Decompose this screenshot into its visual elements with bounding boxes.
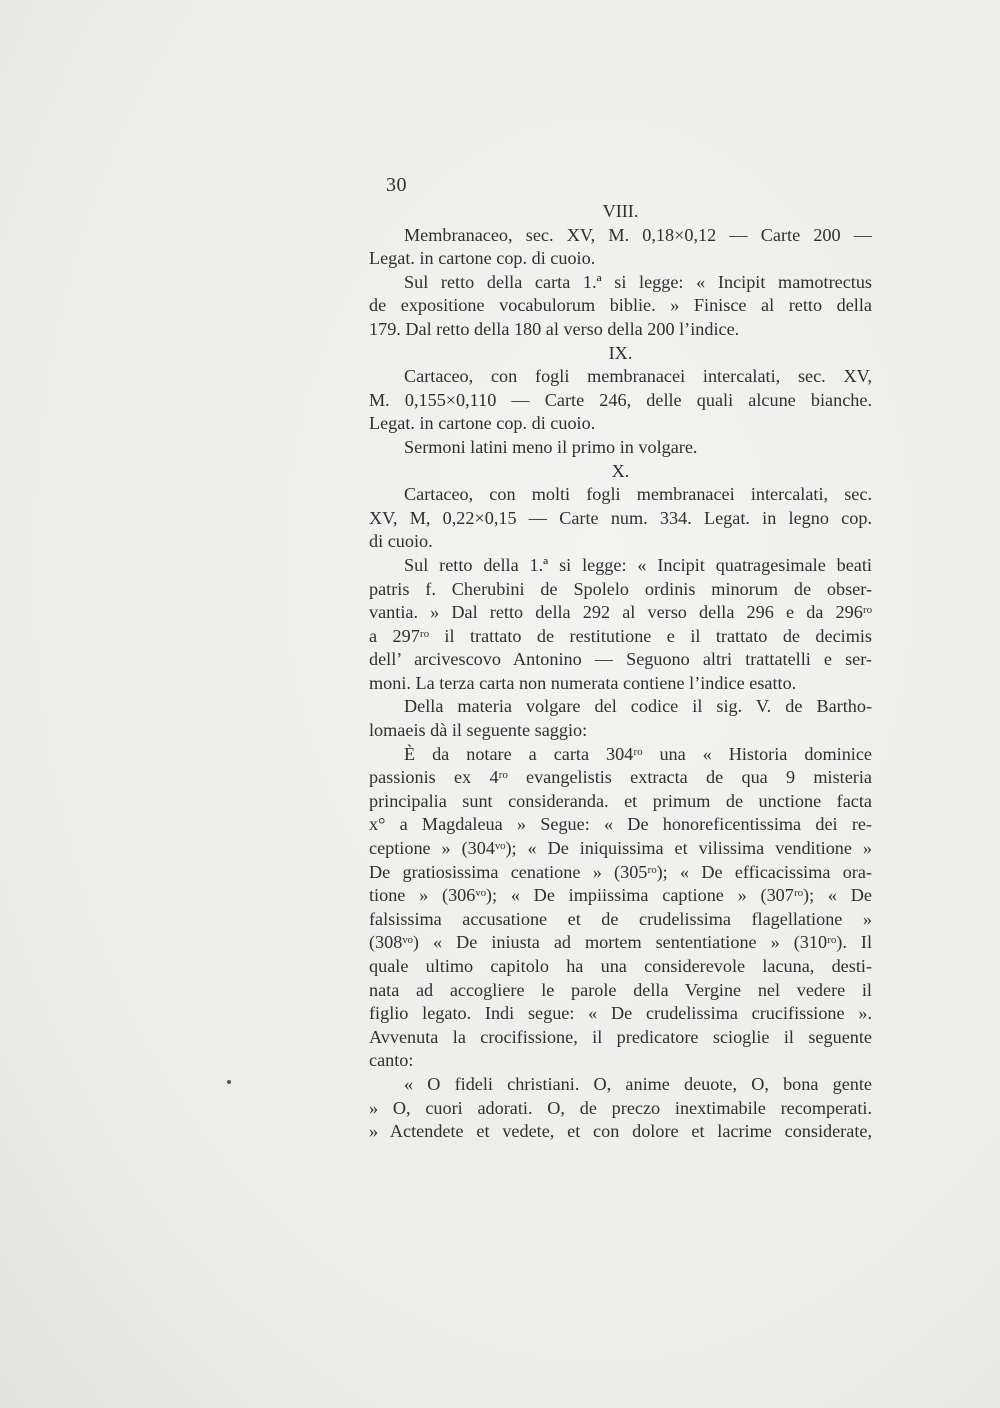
text-line: XV, M, 0,22×0,15 — Carte num. 334. Legat. in legno cop. <box>369 507 872 528</box>
text-line: lomaeis dà il seguente saggio: <box>369 720 588 741</box>
text-line: a 297ʳᵒ il trattato de restitutione e il trattato de decimis <box>369 625 872 646</box>
text-line: falsissima accusatione et de crudelissima flagellatione » <box>369 908 872 929</box>
ink-spot <box>227 1080 231 1084</box>
text-line: de expositione vocabulorum biblie. » Finisce al retto della <box>369 295 872 316</box>
text-line: « O fideli christiani. O, anime deuote, O, bona gente <box>404 1073 872 1094</box>
text-line: Avvenuta la crocifissione, il predicatore scioglie il seguente <box>369 1026 872 1047</box>
page-number: 30 <box>386 174 407 196</box>
text-line: È da notare a carta 304ʳᵒ una « Historia dominice <box>404 743 872 764</box>
text-line: di cuoio. <box>369 531 433 552</box>
text-line: Sul retto della carta 1.ª si legge: « Incipit mamotrectus <box>404 271 872 292</box>
text-line: M. 0,155×0,110 — Carte 246, delle quali alcune bianche. <box>369 389 872 410</box>
text-line: principalia sunt consideranda. et primum de unctione facta <box>369 790 872 811</box>
section-heading: VIII. <box>602 201 639 221</box>
text-line: Sul retto della 1.ª si legge: « Incipit quatragesimale beati <box>404 554 872 575</box>
text-line: tione » (306ᵛᵒ); « De impiissima captione » (307ʳᵒ); « De <box>369 885 872 906</box>
text-line: vantia. » Dal retto della 292 al verso della 296 e da 296ʳᵒ <box>369 602 872 623</box>
text-line: Legat. in cartone cop. di cuoio. <box>369 248 596 269</box>
text-line: x° a Magdaleua » Segue: « De honoreficentissima dei re- <box>369 814 872 835</box>
text-line: Cartaceo, con molti fogli membranacei intercalati, sec. <box>404 484 872 505</box>
text-line: passionis ex 4ʳᵒ evangelistis extracta de qua 9 misteria <box>369 767 872 788</box>
section-heading: X. <box>611 460 630 481</box>
text-line: ceptione » (304ᵛᵒ); « De iniquissima et vilissima venditione » <box>369 838 872 859</box>
text-line: Cartaceo, con fogli membranacei intercalati, sec. XV, <box>404 366 872 387</box>
text-column <box>369 200 872 1144</box>
text-line: quale ultimo capitolo ha una considerevole lacuna, desti- <box>369 956 872 976</box>
text-line: De gratiosissima cenatione » (305ʳᵒ); « De efficacissima ora- <box>369 861 872 882</box>
text-line: Sermoni latini meno il primo in volgare. <box>404 436 698 457</box>
text-line: nata ad accogliere le parole della Vergine nel vedere il <box>369 979 872 1000</box>
text-line: moni. La terza carta non numerata contiene l’indice esatto. <box>369 672 797 693</box>
text-line: Della materia volgare del codice il sig. V. de Bartho- <box>404 696 872 717</box>
text-line: Legat. in cartone cop. di cuoio. <box>369 413 596 434</box>
text-line: » Actendete et vedete, et con dolore et lacrime considerate, <box>369 1121 872 1142</box>
text-line: 179. Dal retto della 180 al verso della 200 l’indice. <box>369 318 740 339</box>
text-line: patris f. Cherubini de Spolelo ordinis minorum de obser- <box>369 578 872 599</box>
text-line: dell’ arcivescovo Antonino — Seguono altri trattatelli e ser- <box>369 649 872 670</box>
text-line: » O, cuori adorati. O, de preczo inextimabile recomperati. <box>369 1097 872 1118</box>
text-line: canto: <box>369 1050 414 1071</box>
text-line: Membranaceo, sec. XV, M. 0,18×0,12 — Carte 200 — <box>404 224 872 245</box>
text-line: figlio legato. Indi segue: « De crudelissima crucifissione ». <box>369 1003 872 1024</box>
section-heading: IX. <box>608 342 633 363</box>
text-line: (308ᵛᵒ) « De iniusta ad mortem sententiatione » (310ʳᵒ). Il <box>369 932 872 953</box>
